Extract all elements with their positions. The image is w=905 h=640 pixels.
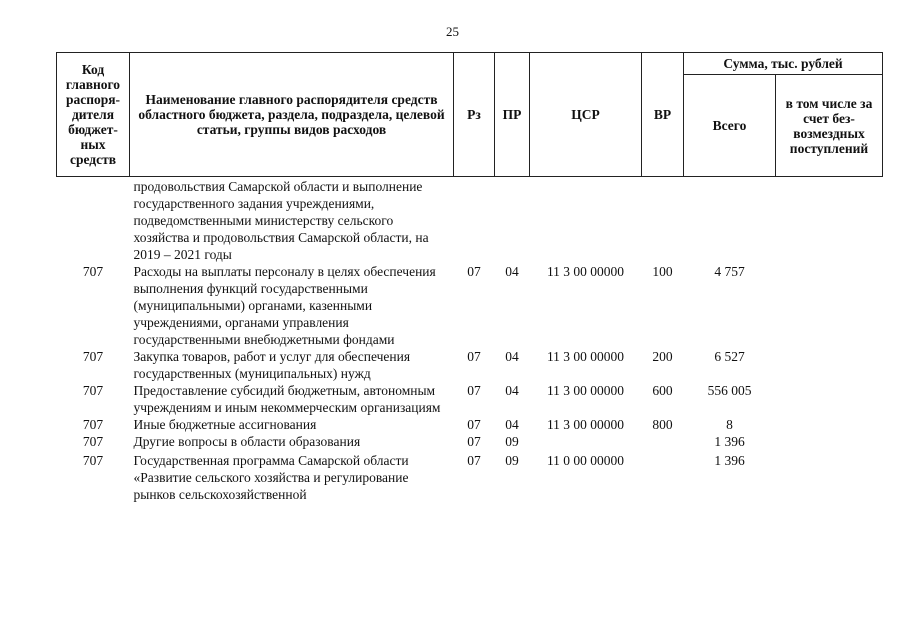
cell-grants [776, 433, 883, 450]
cell-name: Иные бюджетные ассигнования [133, 417, 317, 432]
cell-grants [776, 348, 883, 382]
cell-csr [530, 177, 642, 264]
cell-csr: 11 0 00 00000 [546, 453, 625, 468]
table-row [57, 382, 883, 416]
cell-name: Расходы на выплаты персоналу в целях обеспечения выполнения функций государственными (муниципальными) органами, казенными учреждениями, органами управления государственными внебюджетными фондами [133, 264, 436, 347]
table-row [57, 177, 883, 264]
cell-pr: 09 [505, 434, 519, 449]
cell-csr [530, 433, 642, 450]
table-row [57, 450, 883, 503]
table-header [57, 53, 883, 177]
cell-name: Другие вопросы в области образования [133, 434, 361, 449]
cell-code: 707 [82, 383, 104, 398]
page-number: 25 [446, 24, 459, 39]
header-grants: в том числе за счет без-возмездных поступлений [776, 75, 883, 177]
cell-grants [776, 177, 883, 264]
cell-rz: 07 [467, 264, 481, 279]
header-csr: ЦСР [530, 53, 642, 177]
cell-vr [642, 450, 684, 503]
cell-name: Государственная программа Самарской области «Развитие сельского хозяйства и регулирование рынков сельскохозяйственной [133, 453, 409, 502]
cell-vr: 600 [652, 383, 673, 398]
table-row [57, 263, 883, 348]
cell-grants [776, 263, 883, 348]
cell-pr [495, 177, 530, 264]
cell-total [684, 177, 776, 264]
cell-total: 1 396 [714, 453, 745, 468]
cell-total: 6 527 [714, 349, 745, 364]
cell-vr: 200 [652, 349, 673, 364]
header-sum: Сумма, тыс. рублей [684, 53, 883, 75]
cell-total: 8 [726, 417, 733, 432]
cell-pr: 04 [505, 417, 519, 432]
cell-total: 1 396 [714, 434, 745, 449]
header-code: Код главного распоря-дителя бюджет-ных средств [57, 53, 130, 177]
cell-rz: 07 [467, 453, 481, 468]
cell-pr: 04 [505, 264, 519, 279]
cell-rz [454, 177, 495, 264]
table-body [57, 177, 883, 504]
cell-csr: 11 3 00 00000 [546, 264, 625, 279]
header-name: Наименование главного распорядителя средств областного бюджета, раздела, подраздела, целевой статьи, группы видов расходов [130, 53, 454, 177]
cell-pr: 09 [505, 453, 519, 468]
cell-code: 707 [82, 349, 104, 364]
cell-vr [642, 433, 684, 450]
cell-total: 4 757 [714, 264, 745, 279]
cell-grants [776, 416, 883, 433]
header-pr: ПР [495, 53, 530, 177]
cell-rz: 07 [467, 383, 481, 398]
cell-code: 707 [82, 417, 104, 432]
header-total: Всего [684, 75, 776, 177]
cell-csr: 11 3 00 00000 [546, 383, 625, 398]
cell-rz: 07 [467, 434, 481, 449]
cell-name: продовольствия Самарской области и выполнение государственного задания учреждениями, подведомственными министерству сельского хозяйства и продовольствия Самарской области, на 2019 – 2021 годы [133, 179, 429, 262]
table-row [57, 348, 883, 382]
cell-code: 707 [82, 453, 104, 468]
cell-grants [776, 382, 883, 416]
cell-pr: 04 [505, 383, 519, 398]
cell-csr: 11 3 00 00000 [546, 417, 625, 432]
cell-vr [642, 177, 684, 264]
budget-table [56, 52, 883, 503]
header-rz: Рз [454, 53, 495, 177]
cell-rz: 07 [467, 349, 481, 364]
table-row [57, 433, 883, 450]
cell-pr: 04 [505, 349, 519, 364]
cell-rz: 07 [467, 417, 481, 432]
cell-csr: 11 3 00 00000 [546, 349, 625, 364]
cell-name: Предоставление субсидий бюджетным, автономным учреждениям и иным некоммерческим организациям [133, 383, 441, 415]
cell-code: 707 [82, 434, 104, 449]
cell-total: 556 005 [707, 383, 752, 398]
cell-vr: 800 [652, 417, 673, 432]
header-vr: ВР [642, 53, 684, 177]
cell-code: 707 [82, 264, 104, 279]
cell-name: Закупка товаров, работ и услуг для обеспечения государственных (муниципальных) нужд [133, 349, 411, 381]
table-row [57, 416, 883, 433]
cell-vr: 100 [652, 264, 673, 279]
cell-code [57, 177, 130, 264]
cell-grants [776, 450, 883, 503]
